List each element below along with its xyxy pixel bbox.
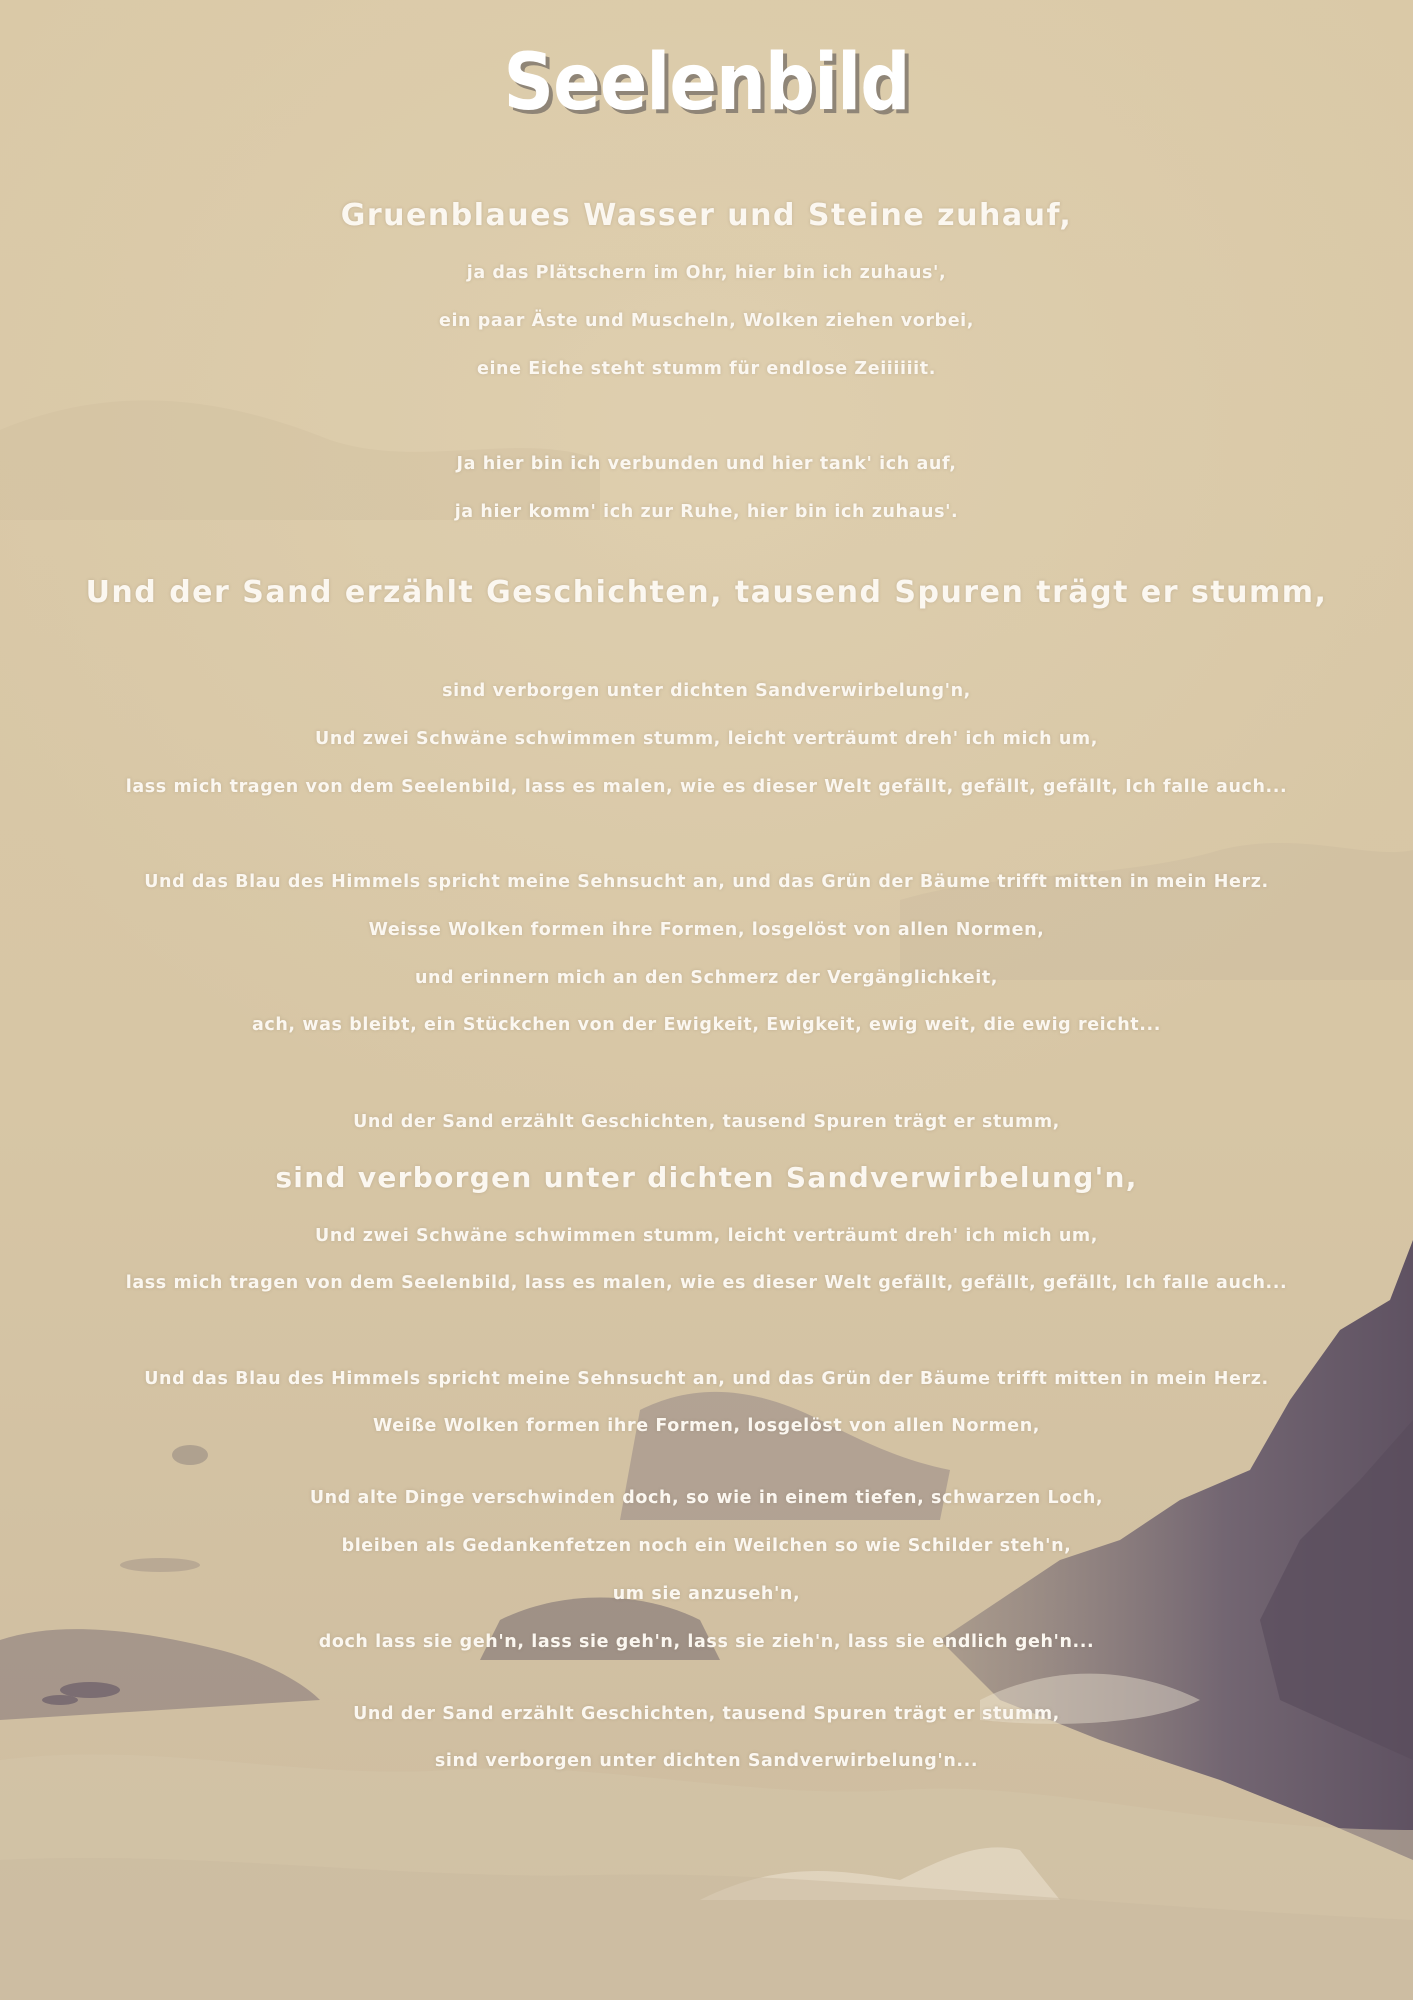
poem-line-14: ach, was bleibt, ein Stückchen von der Ewigkeit, Ewigkeit, ewig weit, die ewig reicht... — [251, 1015, 1162, 1035]
poem-line-23: um sie anzuseh'n, — [612, 1584, 801, 1604]
poem-line-8: sind verborgen unter dichten Sandverwirbelung'n, — [442, 681, 971, 701]
poem-line-9: Und zwei Schwäne schwimmen stumm, leicht verträumt dreh' ich mich um, — [315, 729, 1098, 749]
poem-line-19: Und das Blau des Himmels spricht meine Sehnsucht an, und das Grün der Bäume trifft mitten in mein Herz. — [144, 1369, 1269, 1389]
poem-line-17: Und zwei Schwäne schwimmen stumm, leicht verträumt dreh' ich mich um, — [315, 1226, 1098, 1246]
poem-line-25: Und der Sand erzählt Geschichten, tausend Spuren trägt er stumm, — [353, 1704, 1060, 1724]
poem-line-13: und erinnern mich an den Schmerz der Vergänglichkeit, — [414, 968, 999, 988]
poem-line-18: lass mich tragen von dem Seelenbild, lass es malen, wie es dieser Welt gefällt, gefällt, gefällt, Ich falle auch... — [125, 1273, 1288, 1293]
poem-line-20: Weiße Wolken formen ihre Formen, losgelöst von allen Normen, — [373, 1416, 1040, 1436]
poem-title: Seelenbild — [503, 38, 910, 128]
poem-line-15: Und der Sand erzählt Geschichten, tausend Spuren trägt er stumm, — [353, 1112, 1060, 1132]
poem-line-7: Und der Sand erzählt Geschichten, tausend Spuren trägt er stumm, — [85, 575, 1328, 610]
poem-line-3: ein paar Äste und Muscheln, Wolken ziehen vorbei, — [438, 311, 975, 331]
poem-line-4: eine Eiche steht stumm für endlose Zeiiiiiit. — [476, 359, 936, 379]
poem-line-5: Ja hier bin ich verbunden und hier tank' ich auf, — [456, 454, 957, 474]
poem-line-26: sind verborgen unter dichten Sandverwirbelung'n... — [434, 1751, 979, 1771]
poem-line-22: bleiben als Gedankenfetzen noch ein Weilchen so wie Schilder steh'n, — [341, 1536, 1072, 1556]
poem-line-6: ja hier komm' ich zur Ruhe, hier bin ich zuhaus'. — [454, 502, 959, 522]
poem-line-24: doch lass sie geh'n, lass sie geh'n, lass sie zieh'n, lass sie endlich geh'n... — [318, 1632, 1095, 1652]
poem-line-2: ja das Plätschern im Ohr, hier bin ich zuhaus', — [466, 263, 947, 283]
poem-line-21: Und alte Dinge verschwinden doch, so wie in einem tiefen, schwarzen Loch, — [309, 1488, 1104, 1508]
poem-line-16: sind verborgen unter dichten Sandverwirbelung'n, — [275, 1161, 1138, 1194]
poem-line-1: Gruenblaues Wasser und Steine zuhauf, — [340, 198, 1073, 233]
poem-line-10: lass mich tragen von dem Seelenbild, lass es malen, wie es dieser Welt gefällt, gefällt, gefällt, Ich falle auch... — [125, 777, 1288, 797]
poem-line-12: Weisse Wolken formen ihre Formen, losgelöst von allen Normen, — [368, 920, 1045, 940]
poem-line-11: Und das Blau des Himmels spricht meine Sehnsucht an, und das Grün der Bäume trifft mitten in mein Herz. — [144, 872, 1269, 892]
